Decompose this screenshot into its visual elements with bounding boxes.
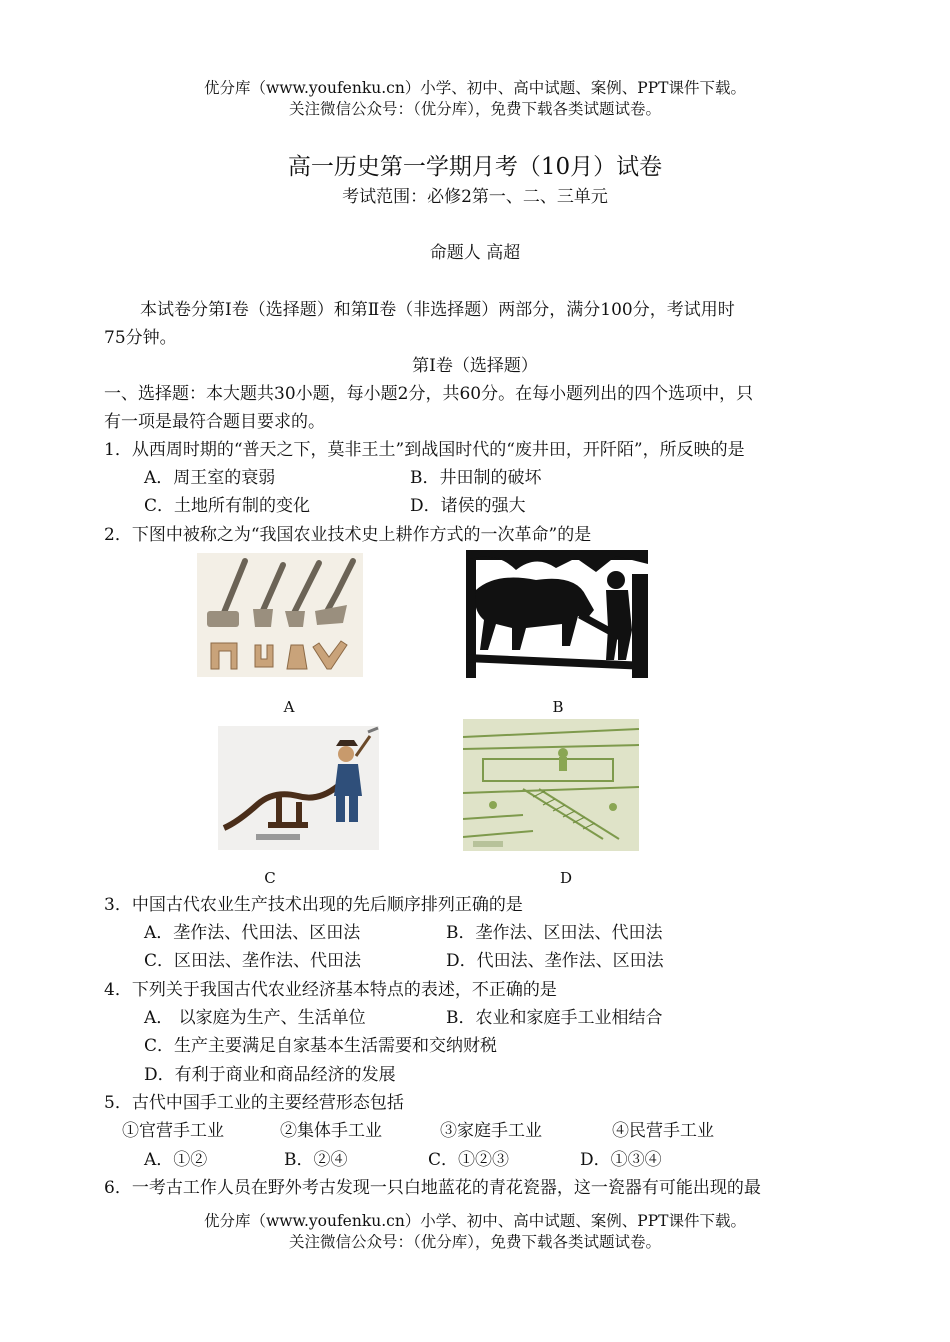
question-4-option-b: B．农业和家庭手工业相结合 xyxy=(446,1008,663,1028)
question-5-item-3: ③家庭手工业 xyxy=(440,1121,542,1141)
question-6-stem: 6．一考古工作人员在野外考古发现一只白地蓝花的青花瓷器，这一瓷器有可能出现的最 xyxy=(104,1178,761,1198)
question-3-option-b: B．垄作法、区田法、代田法 xyxy=(446,923,663,943)
question-4-option-d: D．有利于商业和商品经济的发展 xyxy=(144,1065,396,1085)
exam-scope: 考试范围：必修2第一、二、三单元 xyxy=(342,187,608,207)
intro-line-2: 75分钟。 xyxy=(104,328,177,348)
question-4-stem: 4．下列关于我国古代农业经济基本特点的表述，不正确的是 xyxy=(104,980,557,1000)
figure-a-label: A xyxy=(283,698,295,716)
exam-title: 高一历史第一学期月考（10月）试卷 xyxy=(287,154,663,180)
header-line-2: 关注微信公众号：（优分库），免费下载各类试题试卷。 xyxy=(288,100,661,118)
section1-line-2: 有一项是最符合题目要求的。 xyxy=(104,412,325,432)
question-1-stem: 1．从西周时期的“普天之下，莫非王土”到战国时代的“废井田，开阡陌”，所反映的是 xyxy=(104,440,745,460)
question-1-option-a: A．周王室的衰弱 xyxy=(144,468,276,488)
footer-line-2: 关注微信公众号：（优分库），免费下载各类试题试卷。 xyxy=(288,1233,661,1251)
figure-c-curved-plow xyxy=(218,726,379,850)
figure-d-water-wheel xyxy=(463,719,639,851)
header-line-1: 优分库（www.youfenku.cn）小学、初中、高中试题、案例、PPT课件下载。 xyxy=(203,79,747,97)
question-5-option-a: A．①② xyxy=(144,1150,208,1170)
question-5-item-4: ④民营手工业 xyxy=(612,1121,714,1141)
question-3-option-d: D．代田法、垄作法、区田法 xyxy=(446,951,664,971)
intro-line-1: 本试卷分第Ⅰ卷（选择题）和第Ⅱ卷（非选择题）两部分，满分100分，考试用时 xyxy=(140,300,735,320)
figure-a-farm-tools xyxy=(197,553,363,677)
exam-author: 命题人 高超 xyxy=(429,243,521,263)
question-3-stem: 3．中国古代农业生产技术出现的先后顺序排列正确的是 xyxy=(104,895,523,915)
figure-d-label: D xyxy=(559,869,573,887)
question-5-option-b: B．②④ xyxy=(284,1150,348,1170)
figure-b-label: B xyxy=(552,698,564,716)
question-5-item-2: ②集体手工业 xyxy=(280,1121,382,1141)
question-1-option-d: D．诸侯的强大 xyxy=(410,496,526,516)
question-5-item-1: ①官营手工业 xyxy=(122,1121,224,1141)
footer-line-1: 优分库（www.youfenku.cn）小学、初中、高中试题、案例、PPT课件下载。 xyxy=(203,1212,747,1230)
question-3-option-a: A．垄作法、代田法、区田法 xyxy=(144,923,361,943)
figure-b-ox-plowing xyxy=(466,550,648,678)
section1-line-1: 一、选择题：本大题共30小题，每小题2分，共60分。在每小题列出的四个选项中，只 xyxy=(104,384,754,404)
part1-title: 第Ⅰ卷（选择题） xyxy=(412,356,538,376)
question-1-option-b: B．井田制的破坏 xyxy=(410,468,542,488)
question-5-option-d: D．①③④ xyxy=(580,1150,662,1170)
question-1-option-c: C．土地所有制的变化 xyxy=(144,496,311,516)
question-3-option-c: C．区田法、垄作法、代田法 xyxy=(144,951,362,971)
question-4-option-c: C．生产主要满足自家基本生活需要和交纳财税 xyxy=(144,1036,498,1056)
question-5-option-c: C．①②③ xyxy=(428,1150,510,1170)
question-2-stem: 2．下图中被称之为“我国农业技术史上耕作方式的一次革命”的是 xyxy=(104,525,592,545)
question-5-stem: 5．古代中国手工业的主要经营形态包括 xyxy=(104,1093,404,1113)
figure-c-label: C xyxy=(264,869,276,887)
question-4-option-a: A． 以家庭为生产、生活单位 xyxy=(144,1008,366,1028)
